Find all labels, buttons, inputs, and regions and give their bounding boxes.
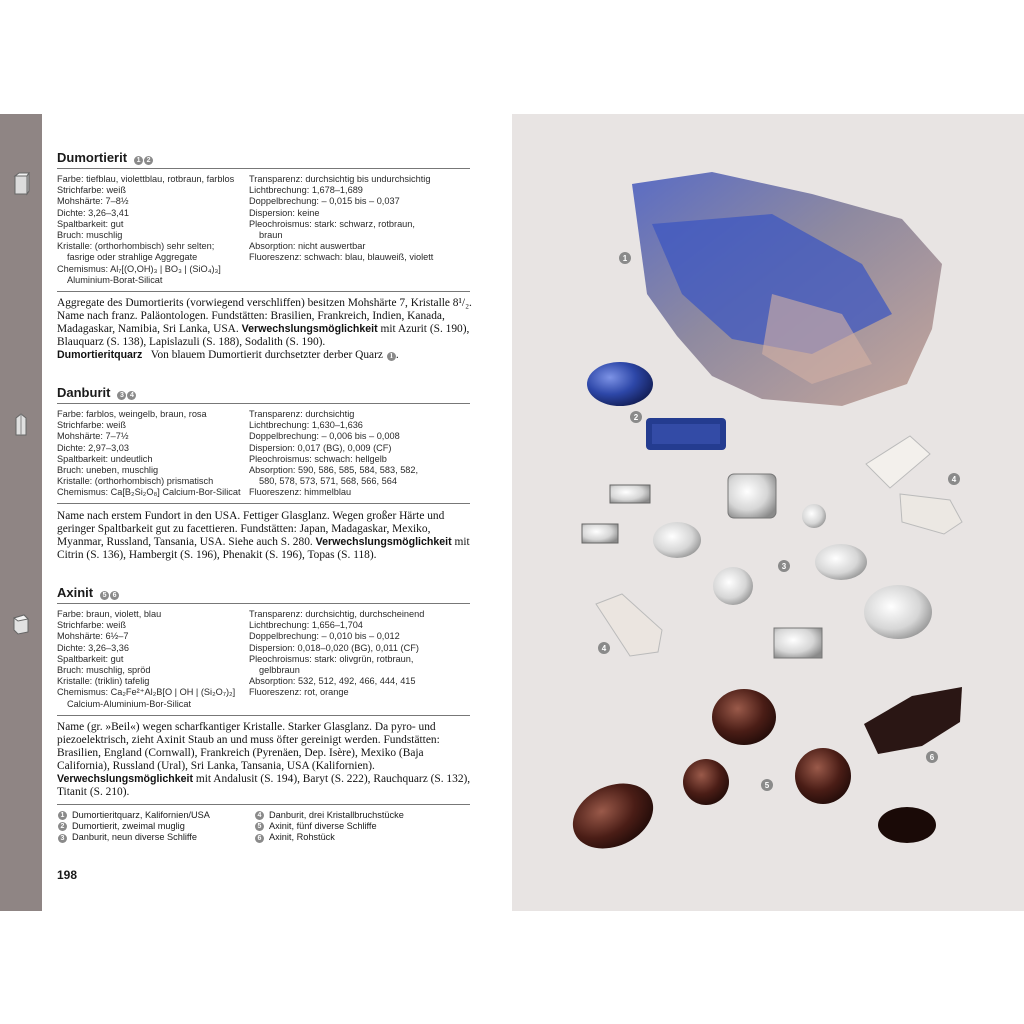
property-line: Doppelbrechung: – 0,015 bis – 0,037 <box>249 196 400 207</box>
left-page <box>0 114 512 911</box>
property-line: Lichtbrechung: 1,630–1,636 <box>249 420 363 431</box>
confusion-label: Verwechslungsmöglichkeit <box>57 773 193 786</box>
legend-column <box>57 810 210 844</box>
entry-title-axinit <box>57 585 119 600</box>
legend-text: Axinit, fünf diverse Schliffe <box>269 821 377 832</box>
legend-text: Danburit, neun diverse Schliffe <box>72 832 197 843</box>
confusion-label: Verwechslungsmöglichkeit <box>241 323 378 336</box>
property-line: Dispersion: 0,017 (BG), 0,009 (CF) <box>249 442 392 453</box>
photo-label: 1 <box>622 254 628 263</box>
property-line: Dichte: 3,26–3,36 <box>57 642 130 653</box>
legend-item <box>254 832 404 843</box>
danburite-oval <box>653 522 701 558</box>
divider <box>57 715 470 716</box>
property-line: Bruch: uneben, muschlig <box>57 465 159 476</box>
axinite-oval <box>562 771 663 861</box>
legend-item <box>57 821 210 832</box>
properties-left-column <box>57 409 241 499</box>
property-line: fasrige oder strahlige Aggregate <box>67 252 198 263</box>
property-line: Pleochroismus: stark: schwarz, rotbraun, <box>249 218 415 229</box>
axinite-cushion <box>712 689 776 745</box>
thumb-index-tab <box>0 114 42 911</box>
property-line: Fluoreszenz: himmelblau <box>249 487 352 498</box>
danburite-crystal <box>900 494 962 534</box>
property-line: Strichfarbe: weiß <box>57 620 126 631</box>
divider <box>57 168 470 169</box>
danburite-oval <box>815 544 867 580</box>
property-line: Farbe: farblos, weingelb, braun, rosa <box>57 409 207 419</box>
variety-label: Dumortieritquarz <box>57 349 143 362</box>
legend-text: Danburit, drei Kristallbruchstücke <box>269 810 404 820</box>
legend-number: 3 <box>58 834 67 843</box>
book-spread <box>0 114 1024 911</box>
properties-dumortierit <box>57 174 470 289</box>
photo-label: 3 <box>781 562 787 571</box>
confusion-label: Verwechslungsmöglichkeit <box>315 536 452 549</box>
axinite-round <box>683 759 729 805</box>
photo-number-badge: 1 <box>387 352 396 361</box>
property-line: gelbbraun <box>259 665 300 676</box>
confusion-text: mit Azurit (S. 190), Blauquarz (S. 138), Lapislazuli (S. 188), Sodalith (S. 190). <box>57 323 470 349</box>
property-line: Dichte: 2,97–3,03 <box>57 442 130 453</box>
legend-number: 4 <box>255 811 264 820</box>
axinite-oval <box>878 807 936 843</box>
photo-number-badge: 2 <box>144 156 153 165</box>
description-axinit <box>57 721 472 800</box>
legend-column <box>254 810 404 844</box>
property-line: Fluoreszenz: schwach: blau, blauweiß, violett <box>249 252 434 263</box>
property-line: Kristalle: (triklin) tafelig <box>57 676 150 687</box>
legend-text: Axinit, Rohstück <box>269 832 335 843</box>
property-line: Spaltbarkeit: undeutlich <box>57 453 153 464</box>
photo-label: 4 <box>951 475 957 484</box>
title-text: Danburit <box>57 385 111 400</box>
properties-axinit <box>57 609 470 713</box>
divider <box>57 503 470 504</box>
property-line: Dichte: 3,26–3,41 <box>57 207 130 218</box>
property-line: Dispersion: keine <box>249 207 320 218</box>
properties-left-column <box>57 609 235 710</box>
property-line: Chemismus: Al₇[(O,OH)₃ | BO₃ | (SiO₄)₃] <box>57 263 221 274</box>
property-line: Transparenz: durchsichtig <box>249 409 355 419</box>
description-text: Name nach erstem Fundort in den USA. Fettiger Glasglanz. Wegen großer Härte und geringer Spaltbarkeit gut zu facettieren. Fundstätten: Japan, Madagaskar, Mexiko, Myanmar, Russland, Tansania, USA. Siehe auch S. 280. <box>57 510 445 549</box>
property-line: Mohshärte: 7–7½ <box>57 431 129 442</box>
crystal-system-icon <box>12 172 30 198</box>
property-line: Absorption: nicht auswertbar <box>249 241 366 252</box>
photo-label: 4 <box>601 644 607 653</box>
legend-item <box>254 821 404 832</box>
photo-number-badge: 1 <box>134 156 143 165</box>
legend-item <box>57 810 210 821</box>
property-line: Chemismus: Ca₂Fe²⁺Al₂B[O | OH | (Si₂O₇)₂] <box>57 687 236 698</box>
property-line: Mohshärte: 7–8½ <box>57 196 129 207</box>
properties-right-column <box>249 609 424 699</box>
page-number: 198 <box>57 868 78 882</box>
properties-left-column <box>57 174 234 286</box>
property-line: Lichtbrechung: 1,656–1,704 <box>249 620 363 631</box>
property-line: Lichtbrechung: 1,678–1,689 <box>249 185 363 196</box>
title-text: Dumortierit <box>57 150 128 165</box>
danburite-oval <box>864 585 932 639</box>
confusion-text: mit Andalusit (S. 194), Baryt (S. 222), Rauchquarz (S. 132), Titanit (S. 210). <box>57 773 471 799</box>
photo-label: 5 <box>764 781 770 790</box>
danburite-crystal <box>866 436 930 488</box>
property-line: Calcium-Aluminium-Bor-Silicat <box>67 698 192 709</box>
description-text: Aggregate des Dumortierits (vorwiegend verschliffen) besitzen Mohshärte 7, Kristalle 8¹/₂. Name nach franz. Paläontologen. Fundstätten: Brasilien, Frankreich, Indien, Kanada, Madagaskar, Namibia, Sri Lanka, USA. <box>57 297 472 336</box>
photo-label: 6 <box>929 753 935 762</box>
properties-right-column <box>249 174 433 264</box>
property-line: Farbe: tiefblau, violettblau, rotbraun, farblos <box>57 174 235 184</box>
divider <box>57 603 470 604</box>
property-line: Transparenz: durchsichtig, durchscheinend <box>249 609 425 619</box>
danburite-baguette <box>582 524 618 543</box>
variety-text: Von blauem Dumortierit durchsetzter derber Quarz <box>150 349 383 362</box>
property-line: Spaltbarkeit: gut <box>57 218 124 229</box>
property-line: Farbe: braun, violett, blau <box>57 609 162 619</box>
danburite-baguette <box>610 485 650 503</box>
legend-number: 1 <box>58 811 67 820</box>
photo-number-badge: 5 <box>100 591 109 600</box>
crystal-system-icon <box>12 412 30 438</box>
property-line: Fluoreszenz: rot, orange <box>249 687 349 698</box>
legend-number: 2 <box>58 822 67 831</box>
description-text: Name (gr. »Beil«) wegen scharfkantiger Kristalle. Starker Glasglanz. Da pyro- und piezoelektrisch, zieht Axinit Staub an und muss öfter gereinigt werden. Fundstätten: Brasilien, England (Cornwall), Frankreich (Pyrenäen, Dep. Isère), Mexiko (Baja California), Russland (Ural), Sri Lanka, Tansania, USA (Kalifornien). <box>57 721 440 773</box>
property-line: 580, 578, 573, 571, 568, 566, 564 <box>259 476 397 487</box>
properties-danburit <box>57 409 470 501</box>
photo-number-badge: 3 <box>117 391 126 400</box>
divider <box>57 403 470 404</box>
property-line: braun <box>259 230 283 241</box>
legend-text: Dumortieritquarz, Kalifornien/USA <box>72 810 210 820</box>
divider <box>57 804 470 805</box>
property-line: Doppelbrechung: – 0,010 bis – 0,012 <box>249 631 400 642</box>
dumortierite-cabochon <box>587 362 653 406</box>
property-line: Transparenz: durchsichtig bis undurchsichtig <box>249 174 431 184</box>
description-danburit <box>57 510 472 562</box>
property-line: Mohshärte: 6½–7 <box>57 631 129 642</box>
property-line: Strichfarbe: weiß <box>57 420 126 431</box>
danburite-round <box>802 504 826 528</box>
confusion-text: mit Citrin (S. 136), Hambergit (S. 196), Phenakit (S. 196), Topas (S. 118). <box>57 536 470 562</box>
property-line: Absorption: 532, 512, 492, 466, 444, 415 <box>249 676 416 687</box>
photo-label: 2 <box>633 413 639 422</box>
property-line: Spaltbarkeit: gut <box>57 653 124 664</box>
property-line: Kristalle: (orthorhombisch) prismatisch <box>57 476 214 487</box>
danburite-emerald-cut <box>728 474 776 518</box>
axinite-round <box>795 748 851 804</box>
legend-number: 5 <box>255 822 264 831</box>
property-line: Bruch: muschlig, spröd <box>57 665 151 676</box>
legend-number: 6 <box>255 834 264 843</box>
entry-title-dumortierit <box>57 150 153 165</box>
right-page-photo <box>512 114 1024 911</box>
divider <box>57 291 470 292</box>
property-line: Chemismus: Ca[B₂Si₂O₈] Calcium-Bor-Silicat <box>57 487 241 498</box>
property-line: Absorption: 590, 586, 585, 584, 583, 582, <box>249 465 419 476</box>
property-line: Strichfarbe: weiß <box>57 185 126 196</box>
danburite-emerald-cut <box>774 628 822 658</box>
legend-text: Dumortierit, zweimal muglig <box>72 821 185 832</box>
description-dumortierit: Aggregate des Dumortierits (vorwiegend verschliffen) besitzen Mohshärte 7, Kristalle 8¹/₂. Name nach franz. Paläontologen. Fundstätten: Brasilien, Frankreich, Indien, Kanada, Madagaskar, Namibia, Sri Lanka, USA. Verwechslungsmöglichkeit mit Azurit (S. 190), Blauquarz (S. 138), Lapislazuli (S. 188), Sodalith (S. 190). Dumortieritquarz Von blauem Dumortierit durchsetzter derber Quarz 1 . <box>57 297 472 362</box>
crystal-system-icon <box>12 610 30 636</box>
property-line: Bruch: muschlig <box>57 230 123 241</box>
property-line: Doppelbrechung: – 0,006 bis – 0,008 <box>249 431 400 442</box>
properties-right-column <box>249 409 418 499</box>
photo-number-badge: 4 <box>127 391 136 400</box>
legend-item <box>57 832 210 843</box>
property-line: Aluminium-Borat-Silicat <box>67 274 163 285</box>
title-text: Axinit <box>57 585 94 600</box>
legend-item <box>254 810 404 821</box>
property-line: Pleochroismus: schwach: hellgelb <box>249 453 387 464</box>
danburite-round <box>713 567 753 605</box>
gemstone-photo <box>512 114 1024 911</box>
entry-title-danburit <box>57 385 136 400</box>
photo-number-badge: 6 <box>110 591 119 600</box>
axinite-rough <box>864 687 962 754</box>
property-line: Kristalle: (orthorhombisch) sehr selten; <box>57 241 215 252</box>
property-line: Pleochroismus: stark: olivgrün, rotbraun, <box>249 653 414 664</box>
property-line: Dispersion: 0,018–0,020 (BG), 0,011 (CF) <box>249 642 419 653</box>
